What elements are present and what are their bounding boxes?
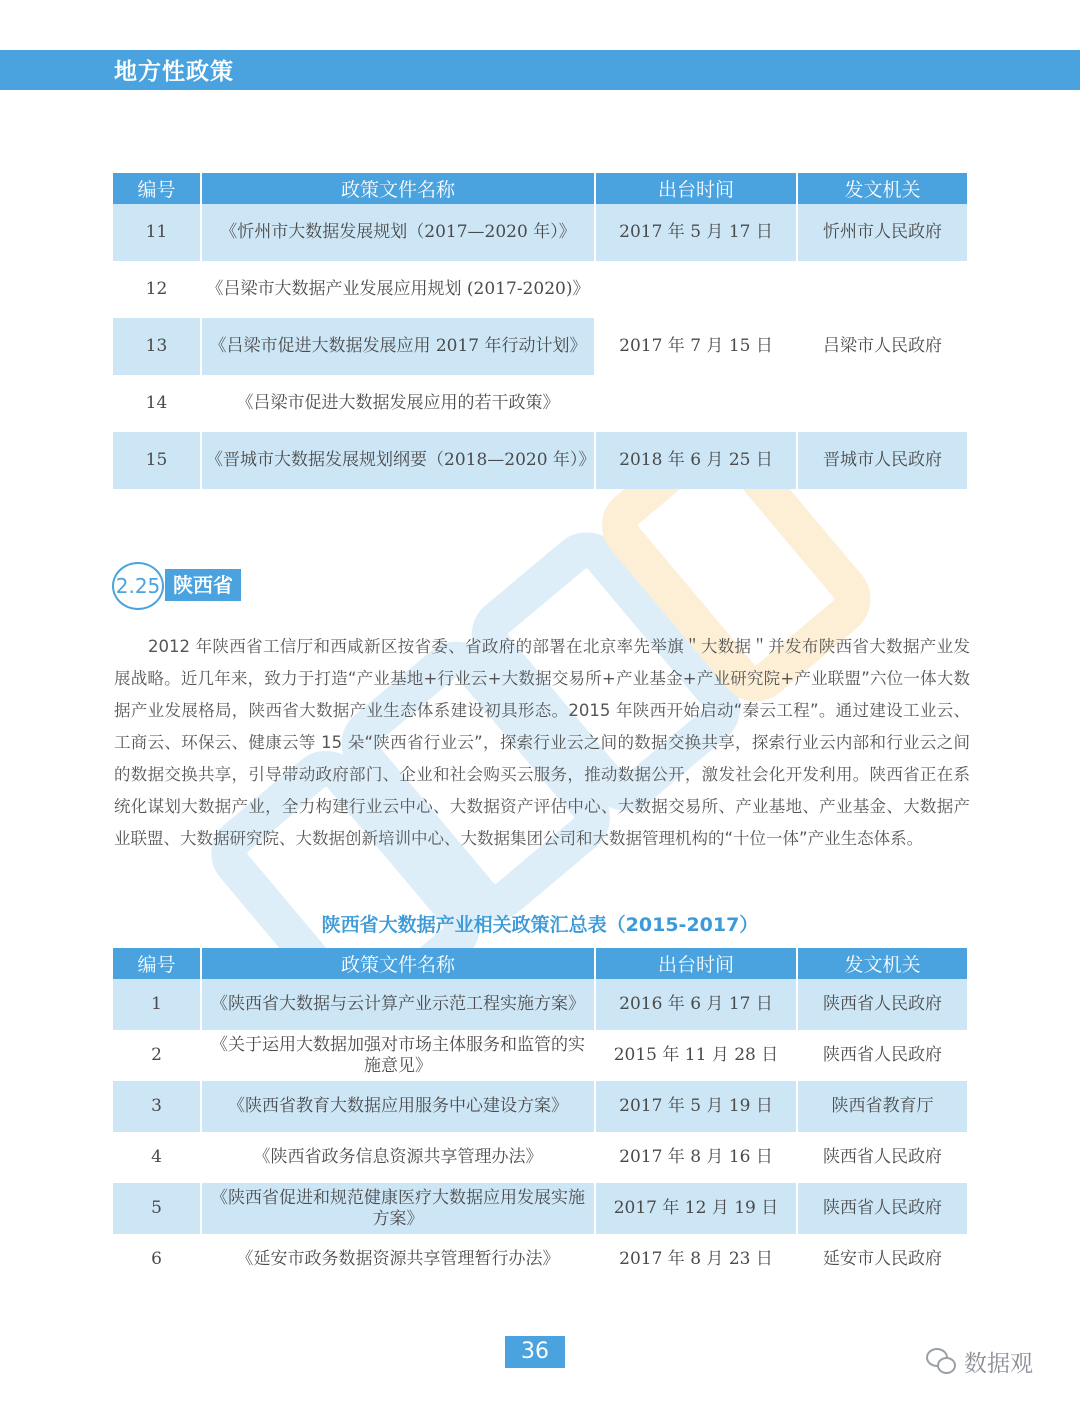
- paragraph-text: 2012 年陕西省工信厅和西咸新区按省委、省政府的部署在北京率先举旗＂大数据＂并发布陕西省大数据产业发展战略。近几年来，致力于打造“产业基地+行业云+大数据交易所+产业基金+产业研究院+产业联盟”六位一体大数据产业发展格局，陕西省大数据产业生态体系建设初具形态。2015 年陕西开始启动“秦云工程”。通过建设工业云、工商云、环保云、健康云等 15 朵“陕西省行业云”，探索行业云之间的数据交换共享，探索行业云内部和行业云之间的数据交换共享，引导带动政府部门、企业和社会购买云服务，推动数据公开，激发社会化开发利用。陕西省正在系统化谋划大数据产业，全力构建行业云中心、大数据资产评估中心、大数据交易所、产业基地、产业基金、大数据产业联盟、大数据研究院、大数据创新培训中心、大数据集团公司和大数据管理机构的“十位一体”产业生态体系。: [114, 637, 970, 848]
- cell-org: [797, 261, 967, 318]
- table-row: [113, 261, 967, 318]
- cell-number: 4: [151, 1147, 162, 1167]
- wechat-icon: [926, 1348, 956, 1374]
- cell-date: 2017 年 7 月 15 日: [595, 318, 797, 375]
- brand-watermark: [926, 1344, 1033, 1378]
- cell-org: 忻州市人民政府: [797, 204, 967, 261]
- cell-org: 吕梁市人民政府: [797, 318, 967, 375]
- cell-date: 2015 年 11 月 28 日: [595, 1030, 797, 1081]
- cell-date: 2017 年 12 月 19 日: [595, 1183, 797, 1234]
- policy-table-shaanxi: [113, 948, 967, 1285]
- column-header-date: 出台时间: [595, 173, 797, 204]
- policy-table-shanxi-cities: [113, 173, 967, 489]
- cell-org: 陕西省人民政府: [797, 979, 967, 1030]
- page-number: 36: [505, 1336, 565, 1368]
- cell-name: 《陕西省大数据与云计算产业示范工程实施方案》: [201, 979, 595, 1030]
- cell-date: 2017 年 8 月 16 日: [595, 1132, 797, 1183]
- cell-number: 1: [113, 979, 201, 1030]
- cell-org: 晋城市人民政府: [797, 432, 967, 489]
- table-row: [113, 1030, 967, 1081]
- cell-number: 6: [151, 1249, 162, 1269]
- table-row: [113, 432, 967, 489]
- table-row: [113, 1183, 967, 1234]
- brand-name: 数据观: [964, 1350, 1033, 1377]
- column-header-number: 编号: [113, 173, 201, 204]
- table-header-row: [113, 948, 967, 979]
- section-body-text: [114, 631, 970, 855]
- cell-org: 陕西省人民政府: [797, 1030, 967, 1081]
- table-caption: 陕西省大数据产业相关政策汇总表（2015-2017）: [321, 914, 759, 936]
- table-row: [113, 979, 967, 1030]
- table-row: [113, 375, 967, 432]
- column-header-org: 发文机关: [797, 173, 967, 204]
- cell-number: 13: [113, 318, 201, 375]
- cell-date: 2018 年 6 月 25 日: [595, 432, 797, 489]
- cell-date: [595, 375, 797, 432]
- table-row: [113, 1081, 967, 1132]
- cell-date: 2017 年 5 月 17 日: [595, 204, 797, 261]
- cell-number: 3: [113, 1081, 201, 1132]
- cell-date: 2016 年 6 月 17 日: [595, 979, 797, 1030]
- cell-name: 《晋城市大数据发展规划纲要（2018—2020 年）》: [201, 432, 595, 489]
- header-title: 地方性政策: [114, 59, 234, 85]
- column-header-name: 政策文件名称: [201, 173, 595, 204]
- cell-name: 《忻州市大数据发展规划（2017—2020 年）》: [201, 204, 595, 261]
- column-header-name: 政策文件名称: [201, 948, 595, 979]
- cell-number: 15: [113, 432, 201, 489]
- cell-name: 《吕梁市促进大数据发展应用的若干政策》: [201, 375, 595, 432]
- cell-date: 2017 年 5 月 19 日: [595, 1081, 797, 1132]
- cell-org: 陕西省人民政府: [797, 1183, 967, 1234]
- cell-org: 延安市人民政府: [797, 1234, 967, 1285]
- cell-org: [797, 375, 967, 432]
- table-row: [113, 318, 967, 375]
- cell-number: 2: [151, 1045, 162, 1065]
- table-header-row: [113, 173, 967, 204]
- cell-date: 2017 年 8 月 23 日: [595, 1234, 797, 1285]
- cell-name: 《陕西省促进和规范健康医疗大数据应用发展实施方案》: [201, 1183, 595, 1234]
- table-row: [113, 204, 967, 261]
- cell-name: 《吕梁市大数据产业发展应用规划 (2017-2020)》: [201, 261, 595, 318]
- table-row: [113, 1132, 967, 1183]
- cell-name: 《吕梁市促进大数据发展应用 2017 年行动计划》: [201, 318, 595, 375]
- cell-org: 陕西省教育厅: [797, 1081, 967, 1132]
- column-header-date: 出台时间: [595, 948, 797, 979]
- table-row: [113, 1234, 967, 1285]
- cell-date: [595, 261, 797, 318]
- cell-org: 陕西省人民政府: [797, 1132, 967, 1183]
- cell-number: 12: [145, 279, 168, 299]
- column-header-number: 编号: [113, 948, 201, 979]
- column-header-org: 发文机关: [797, 948, 967, 979]
- section-title: 陕西省: [165, 569, 241, 601]
- cell-name: 《关于运用大数据加强对市场主体服务和监管的实施意见》: [201, 1030, 595, 1081]
- cell-number: 14: [145, 393, 168, 413]
- cell-name: 《陕西省政务信息资源共享管理办法》: [201, 1132, 595, 1183]
- cell-number: 5: [113, 1183, 201, 1234]
- cell-name: 《陕西省教育大数据应用服务中心建设方案》: [201, 1081, 595, 1132]
- cell-number: 11: [113, 204, 201, 261]
- cell-name: 《延安市政务数据资源共享管理暂行办法》: [201, 1234, 595, 1285]
- header-bar: [0, 50, 1080, 90]
- section-number: 2.25: [112, 562, 164, 610]
